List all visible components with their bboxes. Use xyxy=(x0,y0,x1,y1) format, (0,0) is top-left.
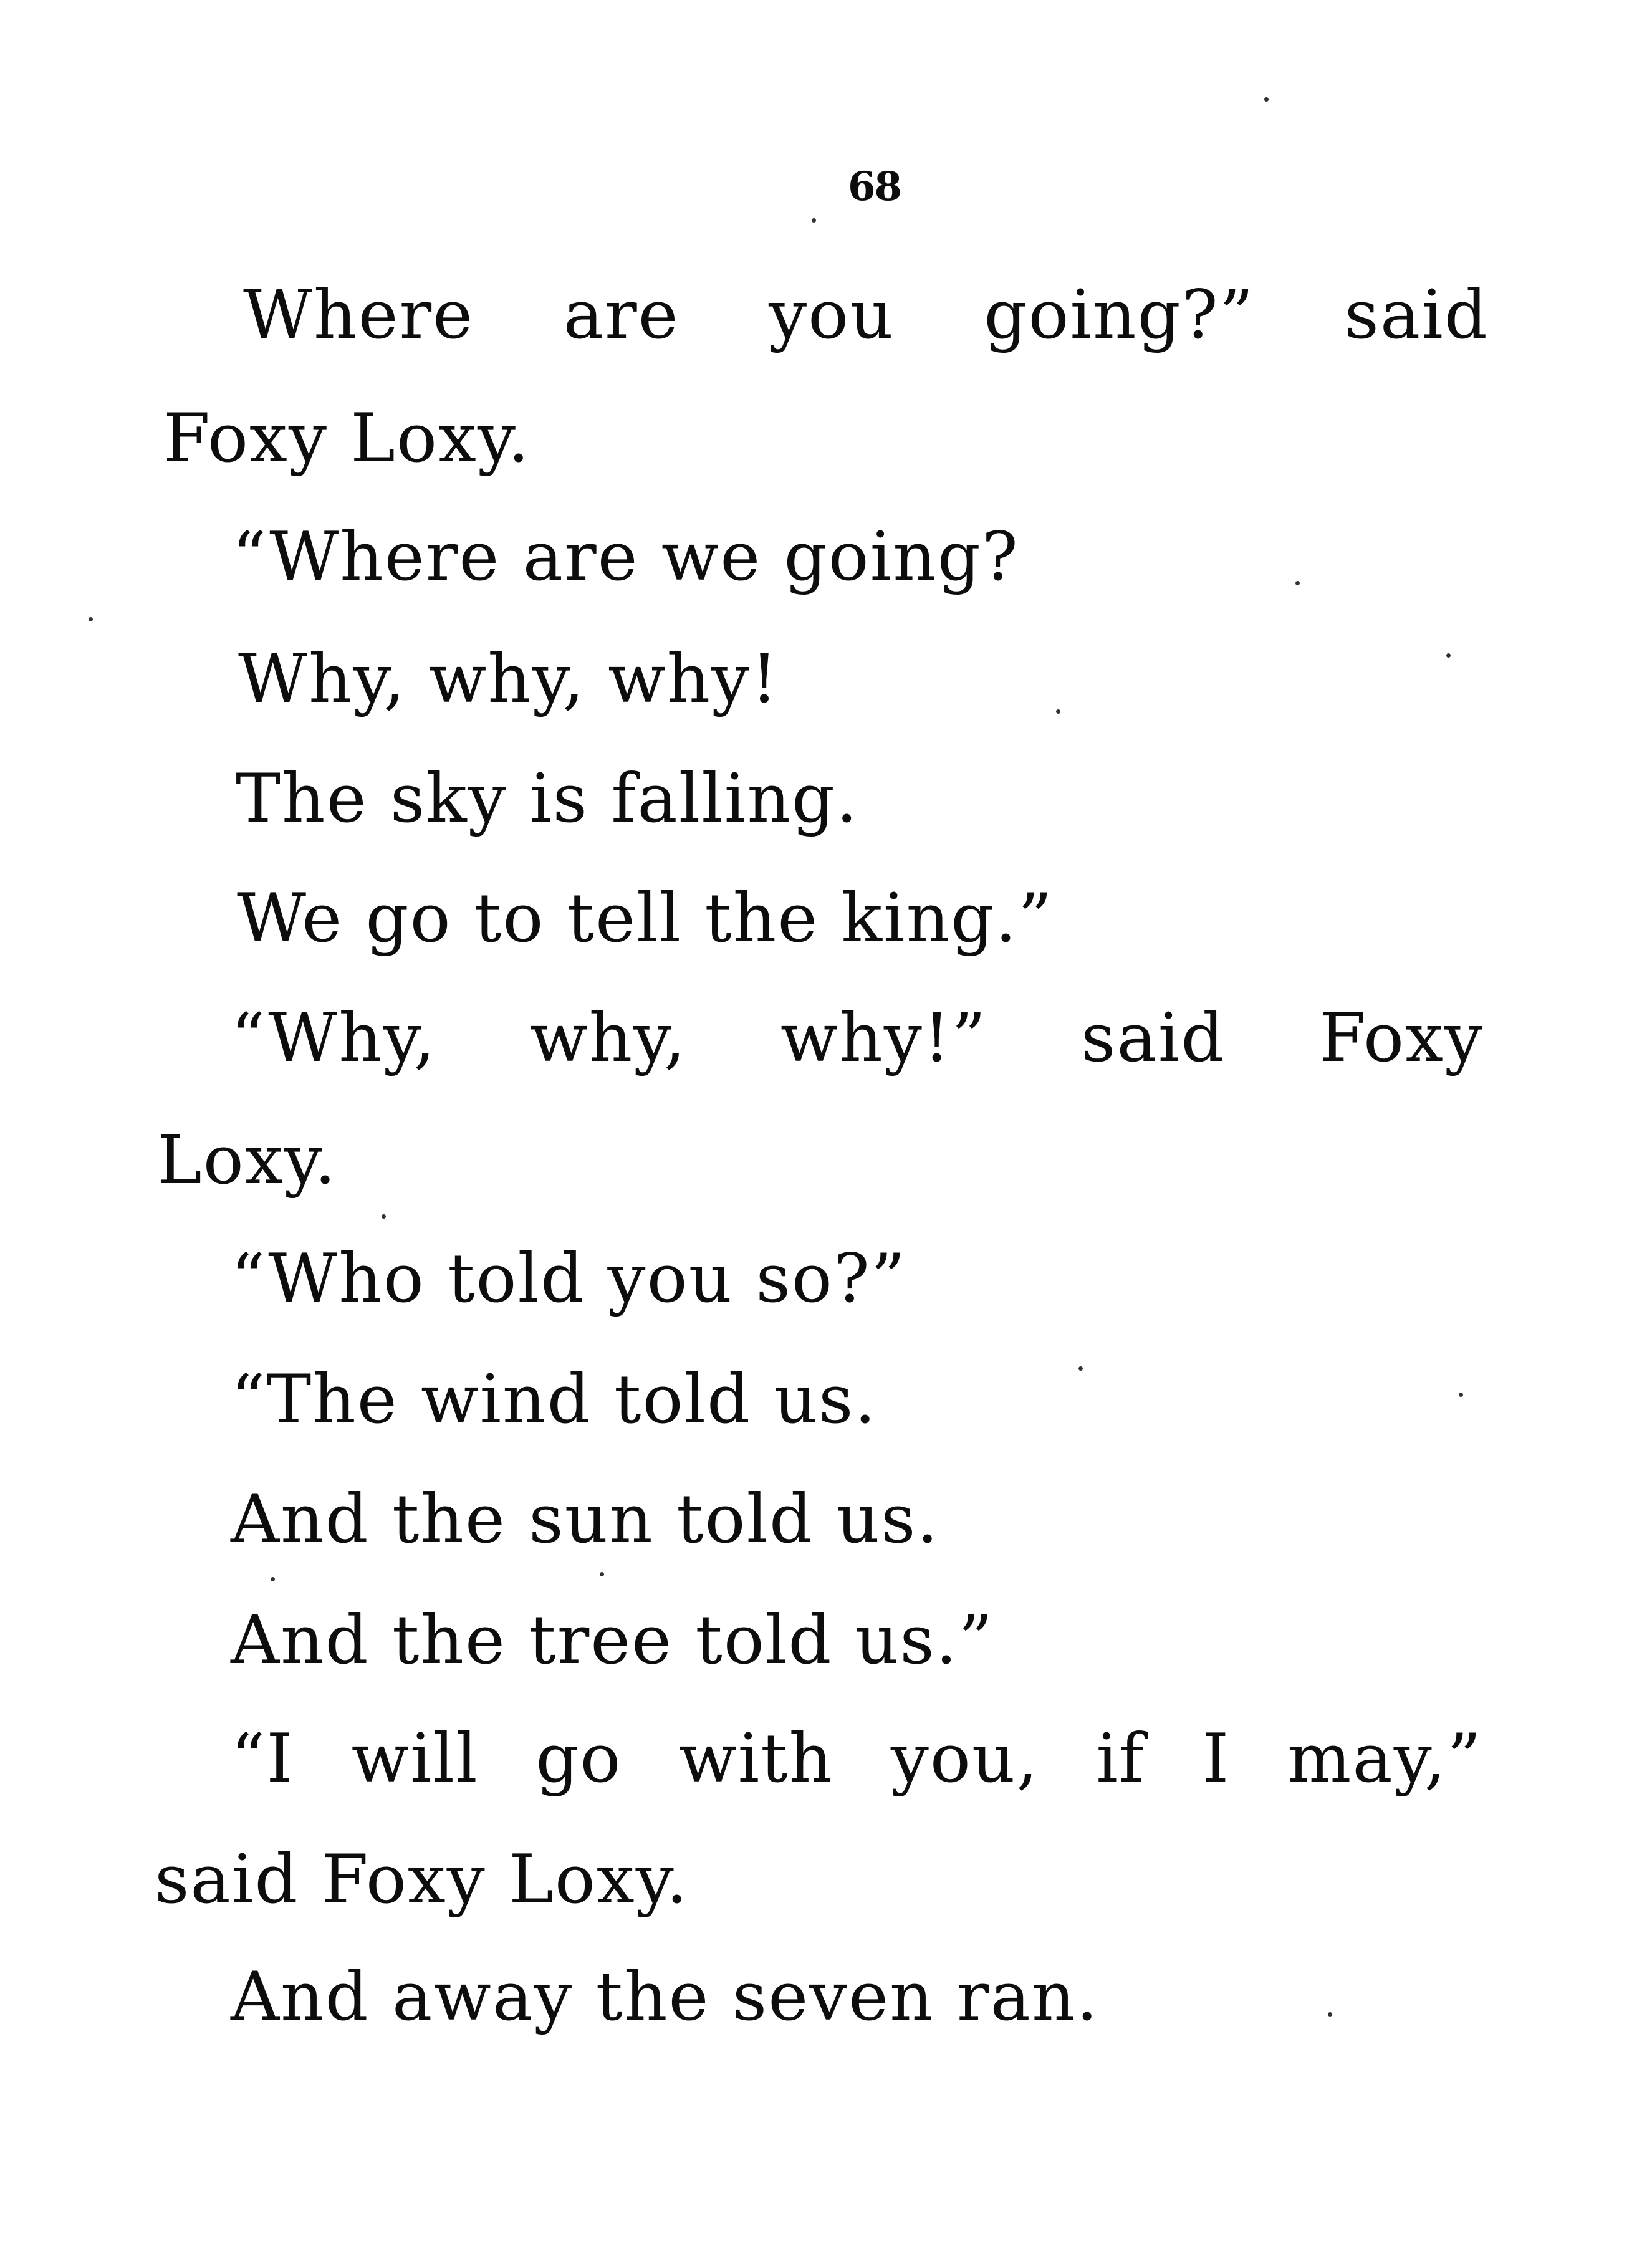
word: you, xyxy=(890,1720,1039,1798)
text-line-8: Loxy. xyxy=(157,1121,337,1199)
text-line-10: “The wind told us. xyxy=(231,1361,877,1439)
word: if xyxy=(1096,1720,1145,1798)
scan-speck xyxy=(271,1577,275,1581)
word: Foxy xyxy=(1318,999,1484,1077)
word: are xyxy=(563,276,680,354)
text-line-6: We go to tell the king.” xyxy=(237,880,1054,957)
scan-speck xyxy=(812,218,816,223)
word: will xyxy=(351,1720,479,1798)
word: going?” xyxy=(984,276,1255,354)
word: go xyxy=(535,1720,622,1798)
text-line-14: said Foxy Loxy. xyxy=(155,1841,689,1919)
text-line-2: Foxy Loxy. xyxy=(163,400,531,477)
word: said xyxy=(1080,999,1226,1077)
scan-speck xyxy=(382,1214,386,1219)
text-line-7 xyxy=(231,999,1484,1077)
word: why, xyxy=(530,999,687,1077)
text-line-9: “Who told you so?” xyxy=(231,1240,907,1318)
scan-speck xyxy=(89,617,93,621)
scan-speck xyxy=(1264,97,1269,102)
word: said xyxy=(1344,276,1489,354)
word: why!” xyxy=(780,999,987,1077)
scan-speck xyxy=(1446,653,1451,658)
scan-speck xyxy=(1078,1366,1083,1371)
text-line-15: And away the seven ran. xyxy=(231,1958,1099,2036)
text-line-1 xyxy=(243,276,1489,354)
text-line-3: “Where are we going? xyxy=(232,518,1019,596)
word: “I xyxy=(231,1720,294,1798)
text-line-5: The sky is falling. xyxy=(236,760,859,838)
scan-speck xyxy=(1459,1393,1463,1397)
text-line-12: And the tree told us.” xyxy=(231,1601,994,1679)
text-line-11: And the sun told us. xyxy=(231,1480,939,1558)
scan-speck xyxy=(1328,2012,1332,2017)
word: “Why, xyxy=(231,999,436,1077)
word: with xyxy=(679,1720,834,1798)
scan-speck xyxy=(600,1572,604,1576)
word: you xyxy=(769,276,895,354)
word: may,” xyxy=(1287,1720,1482,1798)
text-line-13 xyxy=(231,1720,1482,1798)
scan-speck xyxy=(1295,581,1300,585)
scan-speck xyxy=(1056,709,1060,714)
page-number: 68 xyxy=(848,163,901,210)
word: Where xyxy=(243,276,474,354)
text-line-4: Why, why, why! xyxy=(238,640,779,718)
word: I xyxy=(1202,1720,1231,1798)
